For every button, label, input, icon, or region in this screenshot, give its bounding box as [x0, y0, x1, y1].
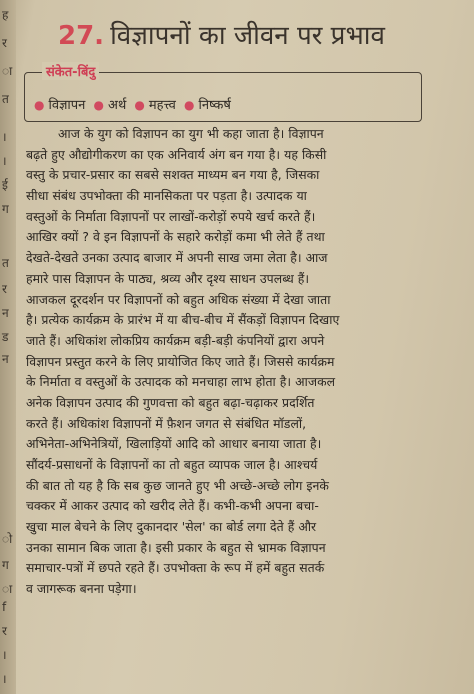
- text-line: आखिर क्यों ? वे इन विज्ञापनों के सहारे करोड़ों कमा भी लेते हैं तथा: [26, 229, 325, 245]
- text-line: देखते-देखते उनका उत्पाद बाजार में अपनी साख जमा लेता है। आज: [26, 250, 328, 266]
- hint-point: अर्थ: [108, 98, 127, 113]
- bullet-icon: ●: [93, 98, 105, 112]
- chapter-title: विज्ञापनों का जीवन पर प्रभाव: [110, 21, 385, 51]
- margin-char: ग: [2, 558, 9, 572]
- text-line: हमारे पास विज्ञापन के पाठ्य, श्रव्य और दृश्य साधन उपलब्ध हैं।: [26, 270, 310, 286]
- margin-char: ।: [2, 154, 7, 168]
- margin-char: न: [2, 306, 9, 320]
- margin-char: न: [2, 352, 9, 366]
- margin-char: ह: [2, 8, 9, 22]
- margin-char: ।: [2, 648, 7, 662]
- text-line: बढ़ते हुए औद्योगीकरण का एक अनिवार्य अंग बन गया है। यह किसी: [26, 146, 327, 162]
- hint-point: निष्कर्ष: [198, 98, 231, 113]
- text-line: अनेक विज्ञापन उत्पाद की गुणवत्ता को बहुत बढ़ा-चढ़ाकर प्रदर्शित: [26, 394, 315, 410]
- margin-char: त: [2, 256, 9, 270]
- margin-char: र: [2, 624, 7, 638]
- margin-char: ग: [2, 202, 9, 216]
- margin-char: ड: [2, 330, 9, 344]
- margin-char: र: [2, 36, 7, 50]
- bullet-icon: ●: [134, 98, 145, 112]
- text-line: विज्ञापन प्रस्तुत करने के लिए प्रायोजित किए जाते हैं। जिससे कार्यक्रम: [26, 353, 335, 369]
- text-line: वस्तु के प्रचार-प्रसार का सबसे सशक्त माध्यम बन गया है, जिसका: [26, 167, 320, 183]
- bullet-icon: ●: [183, 98, 195, 112]
- text-line: चक्कर में आकर उत्पाद को खरीद लेते हैं। कभी-कभी अपना बचा-: [26, 498, 319, 514]
- previous-page-edge: [0, 0, 16, 694]
- hint-point: महत्त्व: [148, 98, 176, 113]
- margin-char: ।: [2, 130, 7, 144]
- essay-body: [26, 124, 456, 600]
- hint-points-list: [30, 95, 410, 113]
- margin-char: र: [2, 282, 7, 296]
- text-line: सीधा संबंध उपभोक्ता की मानसिकता पर पड़ता है। उत्पादक या: [26, 188, 307, 204]
- text-line: आजकल दूरदर्शन पर विज्ञापनों को बहुत अधिक संख्या में देखा जाता: [26, 291, 331, 307]
- margin-char: ।: [2, 672, 7, 686]
- text-line: व जागरूक बनना पड़ेगा।: [26, 581, 137, 597]
- margin-char: त: [2, 92, 9, 106]
- text-line: वस्तुओं के निर्माता विज्ञापनों पर लाखों-करोड़ों रुपये खर्च करते हैं।: [26, 208, 316, 224]
- text-line: समाचार-पत्रों में छपते रहते हैं। उपभोक्ता के रूप में हमें बहुत सतर्क: [26, 560, 325, 576]
- text-line: की बात तो यह है कि सब कुछ जानते हुए भी अच्छे-अच्छे लोग इनके: [26, 477, 329, 493]
- bullet-icon: ●: [34, 98, 45, 112]
- hint-points-label: संकेत-बिंदु: [42, 62, 99, 80]
- text-line: आज के युग को विज्ञापन का युग भी कहा जाता है। विज्ञापन: [58, 126, 324, 141]
- margin-char: ई: [2, 178, 8, 192]
- text-line: उनका सामान बिक जाता है। इसी प्रकार के बहुत से भ्रामक विज्ञापन: [26, 539, 326, 555]
- chapter-number: 27.: [58, 21, 105, 51]
- margin-char: f: [2, 600, 7, 614]
- text-line: सौंदर्य-प्रसाधनों के विज्ञापनों का तो बहुत व्यापक जाल है। आश्चर्य: [26, 457, 318, 472]
- margin-char: ा: [2, 582, 13, 596]
- chapter-heading: [58, 18, 458, 54]
- text-line: अभिनेता-अभिनेत्रियों, खिलाड़ियों आदि को आधार बनाया जाता है।: [26, 436, 322, 452]
- text-line: के निर्माता व वस्तुओं के उत्पादक को मनचाहा लाभ होता है। आजकल: [26, 374, 336, 390]
- text-line: है। प्रत्येक कार्यक्रम के प्रारंभ में या बीच-बीच में सैंकड़ों विज्ञापन दिखाए: [26, 312, 340, 328]
- margin-char: ो: [2, 532, 13, 546]
- margin-char: ा: [2, 64, 13, 78]
- text-line: करते हैं। अधिकांश विज्ञापनों में फ़ैशन जगत से संबंधित मॉडलों,: [26, 415, 307, 431]
- text-line: खुचा माल बेचने के लिए दुकानदार 'सेल' का बोर्ड लगा देते हैं और: [26, 519, 317, 535]
- text-line: जाते हैं। अधिकांश लोकप्रिय कार्यक्रम बड़ी-बड़ी कंपनियों द्वारा अपने: [26, 332, 325, 348]
- hint-point: विज्ञापन: [48, 98, 86, 113]
